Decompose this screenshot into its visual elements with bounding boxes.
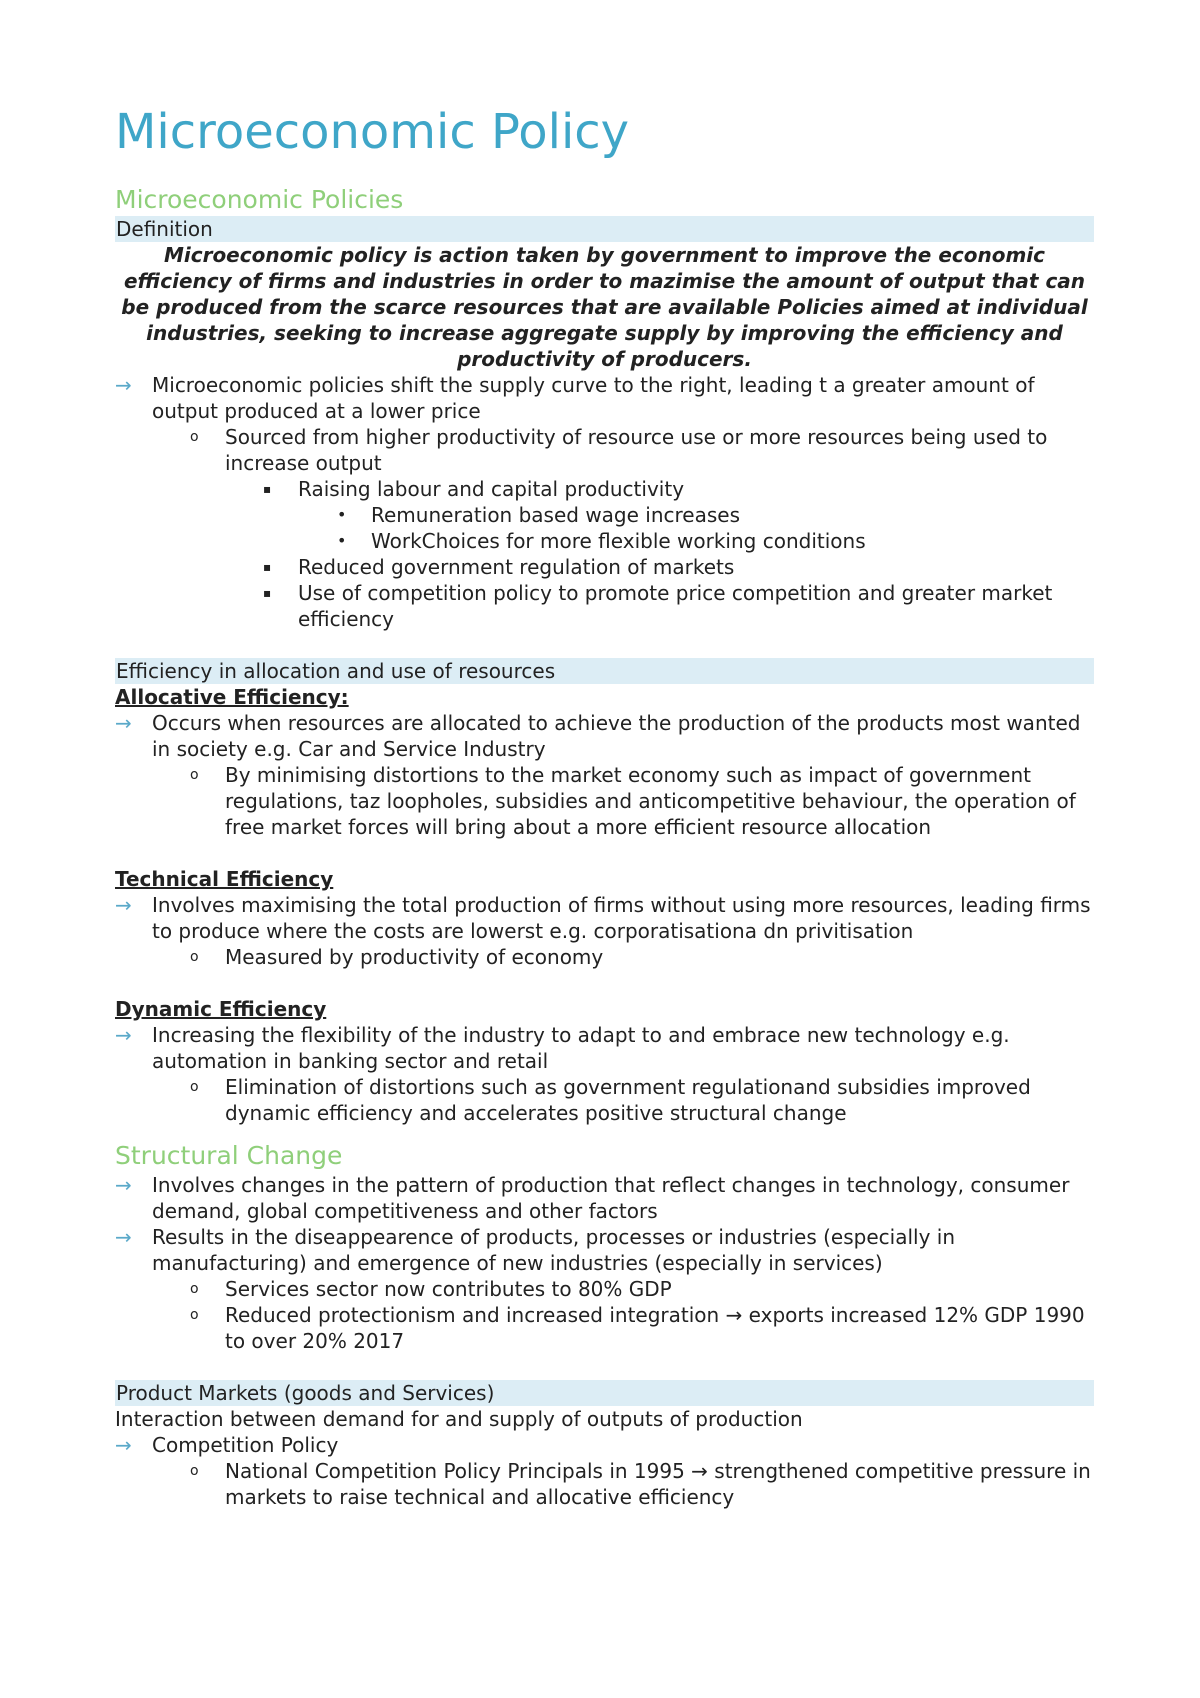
arrow-bullet-icon: → bbox=[115, 1433, 132, 1457]
section-bar-efficiency: Efficiency in allocation and use of resources bbox=[115, 658, 1094, 684]
list-item: ▪ Use of competition policy to promote price competition and greater market efficiency bbox=[263, 581, 1053, 631]
square-bullet-icon: ▪ bbox=[263, 560, 272, 574]
product-markets-intro: Interaction between demand for and supply of outputs of production bbox=[115, 1407, 803, 1431]
list-item: → Involves maximising the total production of firms without using more resources, leading firms to produce where the costs are lowerst e.g. corporatisationa dn privitisation bbox=[115, 893, 1091, 943]
circle-bullet-icon: o bbox=[190, 1079, 199, 1095]
arrow-bullet-icon: → bbox=[115, 711, 132, 735]
list-item: → Results in the diseappearence of products, processes or industries (especially in manufacturing) and emergence of new industries (especially in services) bbox=[115, 1225, 955, 1275]
list-item: o Reduced protectionism and increased integration → exports increased 12% GDP 1990 to over 20% 2017 bbox=[190, 1303, 1085, 1353]
list-item: → Increasing the flexibility of the industry to adapt to and embrace new technology e.g. automation in banking sector and retail bbox=[115, 1023, 1010, 1073]
circle-bullet-icon: o bbox=[190, 1307, 199, 1323]
document-title: Microeconomic Policy bbox=[115, 104, 630, 160]
circle-bullet-icon: o bbox=[190, 1463, 199, 1479]
dot-bullet-icon: • bbox=[337, 505, 347, 524]
arrow-bullet-icon: → bbox=[115, 1225, 132, 1249]
arrow-bullet-icon: → bbox=[115, 893, 132, 917]
definition-text: Microeconomic policy is action taken by government to improve the economic efficiency of firms and industries in order to mazimise the amount of output that can be produced from the scarce resources that are available Policies aimed at individual industries, seeking to increase aggregate supply by improving the efficiency and productivity of producers. bbox=[121, 243, 1088, 371]
list-item: o National Competition Policy Principals in 1995 → strengthened competitive pressure in markets to raise technical and allocative efficiency bbox=[190, 1459, 1091, 1509]
list-item: → Competition Policy bbox=[115, 1433, 339, 1457]
arrow-bullet-icon: → bbox=[115, 1023, 132, 1047]
list-item: o Sourced from higher productivity of resource use or more resources being used to increase output bbox=[190, 425, 1048, 475]
list-item: o Measured by productivity of economy bbox=[190, 945, 604, 969]
list-item: ▪ Reduced government regulation of markets bbox=[263, 555, 735, 579]
circle-bullet-icon: o bbox=[190, 429, 199, 445]
list-item: → Involves changes in the pattern of production that reflect changes in technology, consumer demand, global competitiveness and other factors bbox=[115, 1173, 1070, 1223]
list-item: → Microeconomic policies shift the supply curve to the right, leading t a greater amount of output produced at a lower price bbox=[115, 373, 1035, 423]
list-item: • WorkChoices for more flexible working conditions bbox=[337, 529, 866, 553]
circle-bullet-icon: o bbox=[190, 767, 199, 783]
section-bar-definition: Definition bbox=[115, 216, 1094, 242]
square-bullet-icon: ▪ bbox=[263, 586, 272, 600]
circle-bullet-icon: o bbox=[190, 1281, 199, 1297]
heading-technical-efficiency: Technical Efficiency bbox=[115, 867, 334, 891]
section-bar-product-markets: Product Markets (goods and Services) bbox=[115, 1380, 1094, 1406]
circle-bullet-icon: o bbox=[190, 949, 199, 965]
heading-structural-change: Structural Change bbox=[115, 1141, 343, 1170]
dot-bullet-icon: • bbox=[337, 531, 347, 550]
arrow-bullet-icon: → bbox=[115, 1173, 132, 1197]
heading-dynamic-efficiency: Dynamic Efficiency bbox=[115, 997, 327, 1021]
list-item: • Remuneration based wage increases bbox=[337, 503, 741, 527]
heading-microeconomic-policies: Microeconomic Policies bbox=[115, 185, 404, 214]
arrow-bullet-icon: → bbox=[115, 373, 132, 397]
list-item: o Elimination of distortions such as government regulationand subsidies improved dynamic efficiency and accelerates positive structural change bbox=[190, 1075, 1031, 1125]
list-item: o By minimising distortions to the market economy such as impact of government regulations, taz loopholes, subsidies and anticompetitive behaviour, the operation of free market forces will bring about a more efficient resource allocation bbox=[190, 763, 1076, 839]
square-bullet-icon: ▪ bbox=[263, 482, 272, 496]
heading-allocative-efficiency: Allocative Efficiency: bbox=[115, 685, 349, 709]
list-item: ▪ Raising labour and capital productivity bbox=[263, 477, 685, 501]
list-item: o Services sector now contributes to 80% GDP bbox=[190, 1277, 672, 1301]
list-item: → Occurs when resources are allocated to achieve the production of the products most wanted in society e.g. Car and Service Industry bbox=[115, 711, 1081, 761]
